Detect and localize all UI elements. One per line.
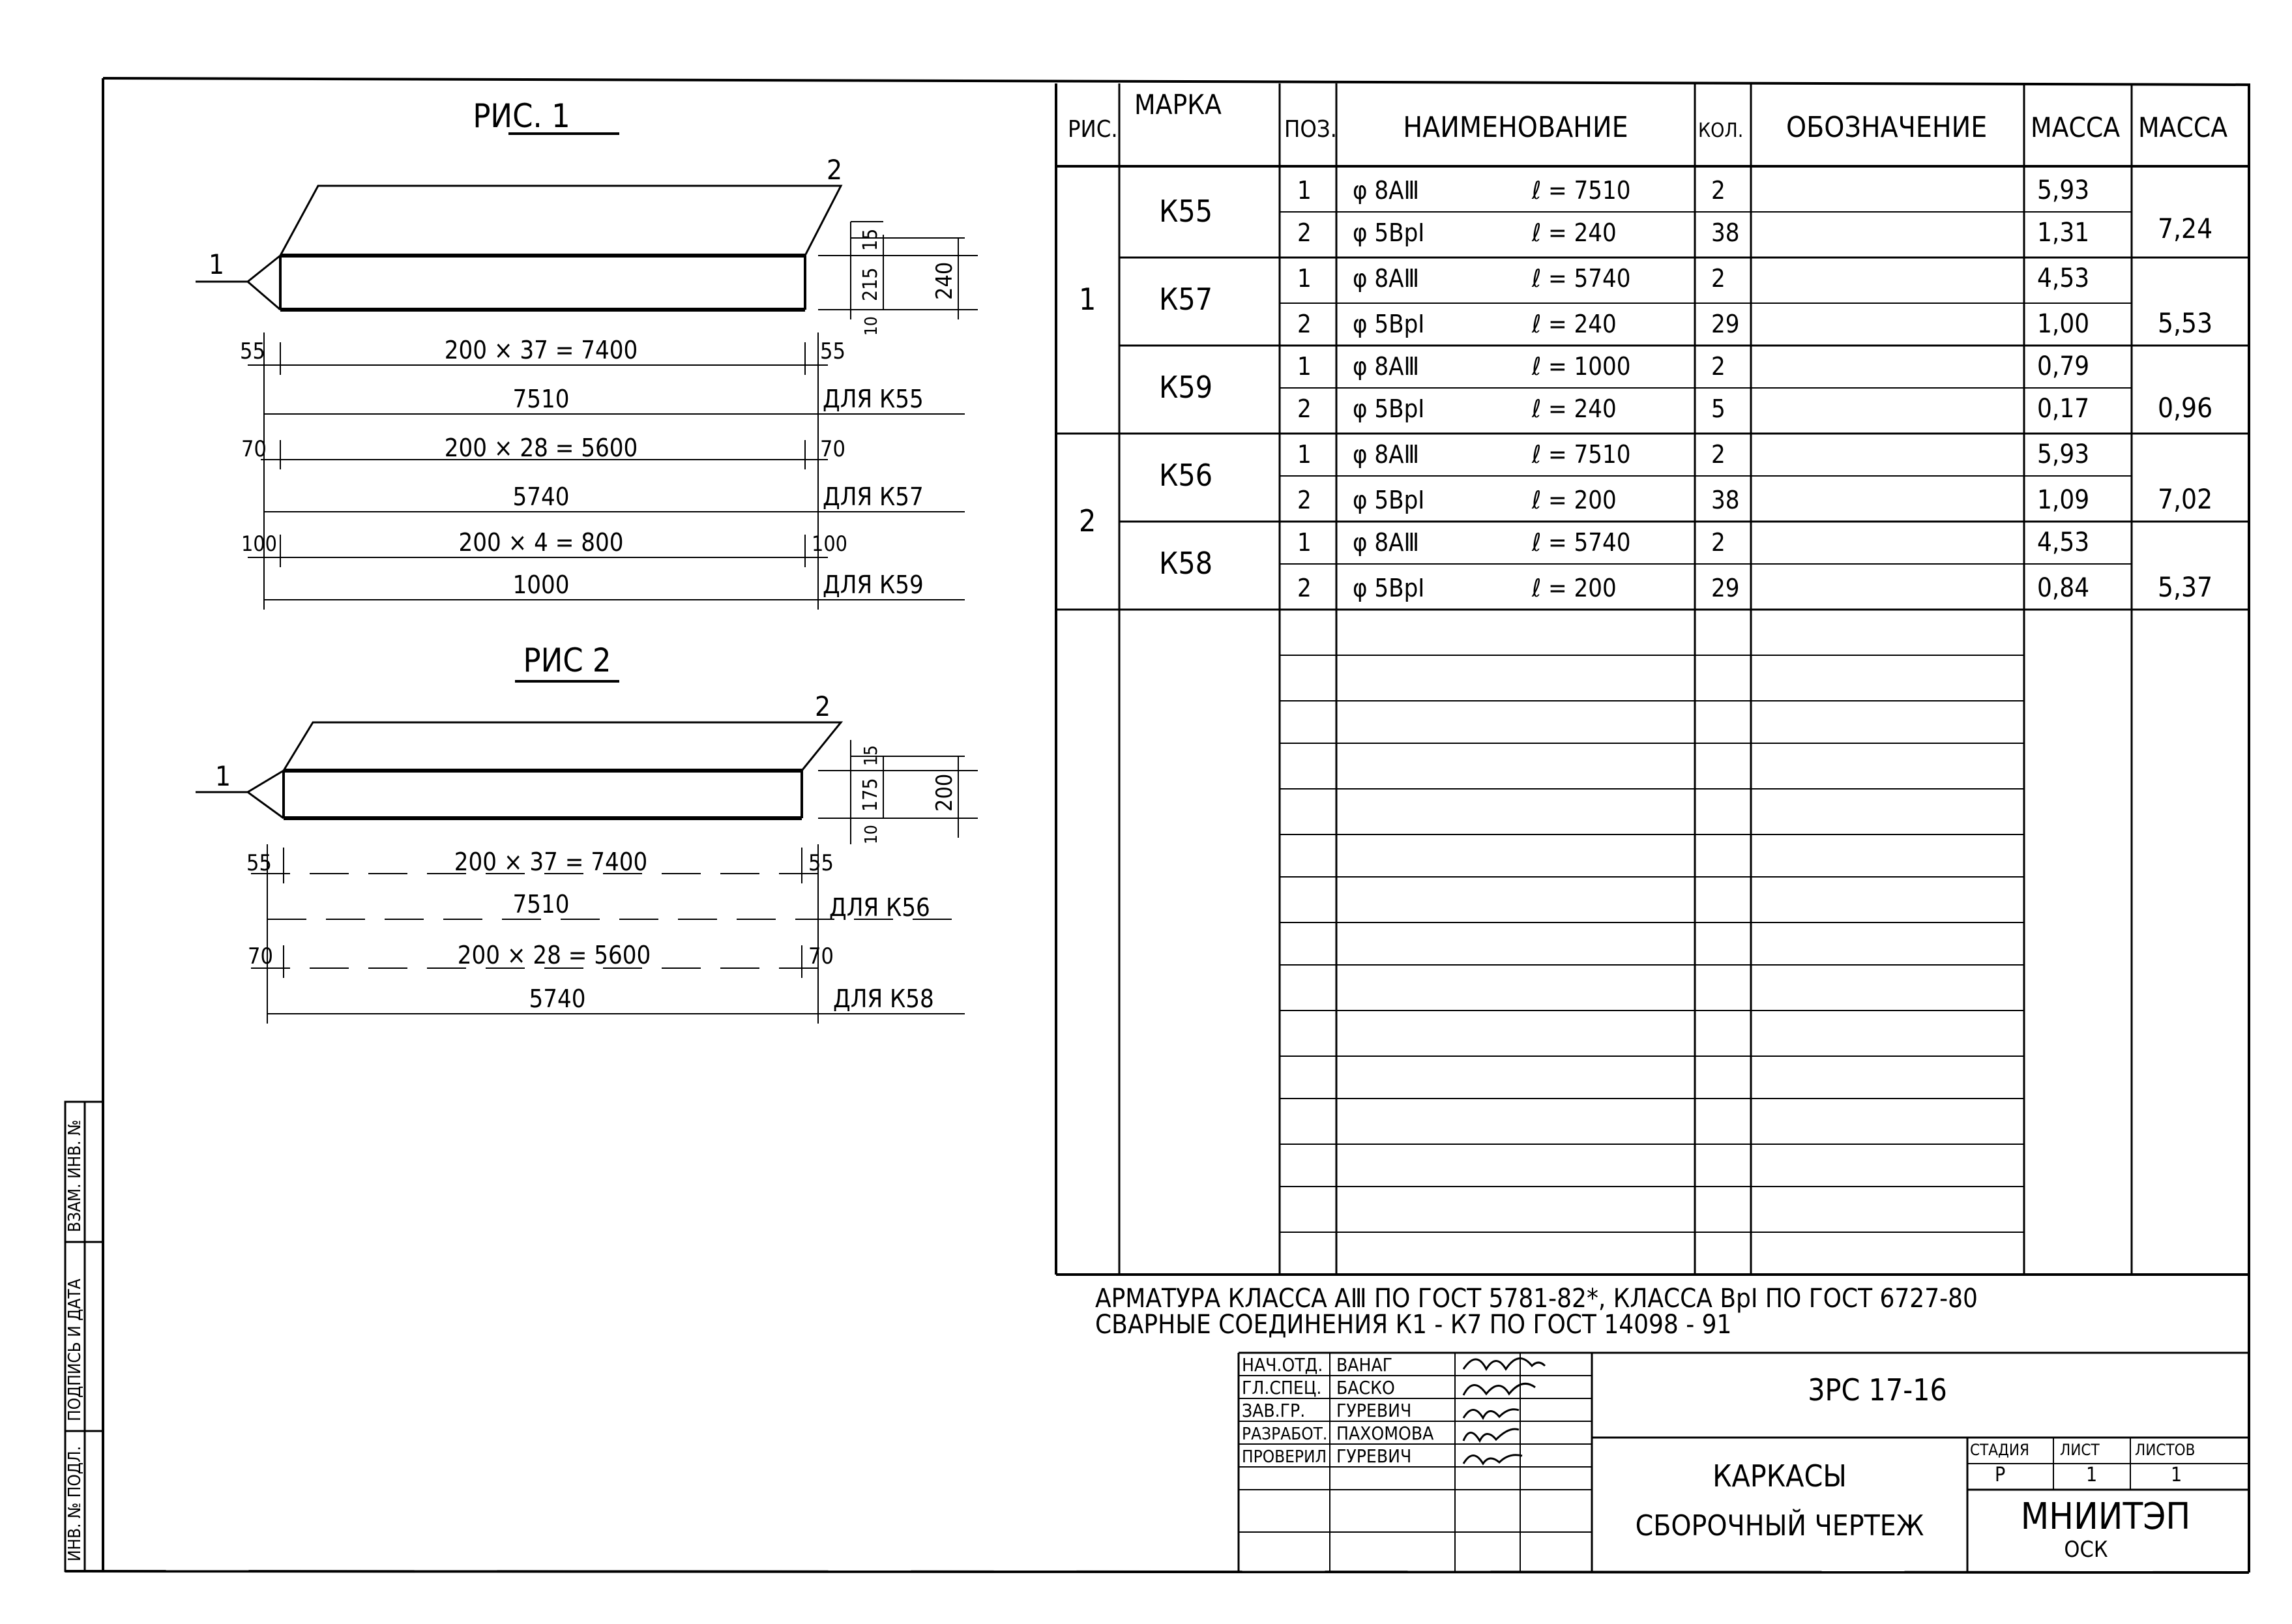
figure-2 xyxy=(196,642,978,1024)
fig1-row2-text: 200 × 28 = 5600 xyxy=(444,434,638,462)
item-name: φ 5ВрⅠ xyxy=(1353,218,1425,247)
fig1-row4-left: 100 xyxy=(241,531,277,556)
signer-name-2: ГУРЕВИЧ xyxy=(1336,1400,1412,1421)
signer-role-4: ПРОВЕРИЛ xyxy=(1242,1447,1327,1467)
org-name: МНИИТЭП xyxy=(2020,1496,2191,1538)
item-mass: 4,53 xyxy=(2037,263,2090,293)
signer-name-4: ГУРЕВИЧ xyxy=(1336,1445,1412,1467)
fig1-dim-240: 240 xyxy=(932,261,958,300)
fig1-row3-text: 5740 xyxy=(512,482,570,511)
fig1-row2-right: 70 xyxy=(820,436,845,462)
fig2-row0-left: 55 xyxy=(246,850,272,876)
item-qty: 2 xyxy=(1711,176,1726,205)
item-pos: 2 xyxy=(1297,310,1312,338)
item-name: φ 5ВрⅠ xyxy=(1353,486,1425,514)
item-mass: 1,00 xyxy=(2037,309,2090,339)
col-header-qty: КОЛ. xyxy=(1698,119,1744,142)
fig2-dim-15: 15 xyxy=(860,745,881,766)
fig1-dim-215: 215 xyxy=(859,267,882,301)
col-header-name: НАИМЕНОВАНИЕ xyxy=(1403,111,1628,144)
stage-header: СТАДИЯ xyxy=(1970,1441,2030,1459)
item-length: ℓ = 200 xyxy=(1532,486,1617,514)
fig1-dim-10: 10 xyxy=(862,316,881,336)
total-k58: 5,37 xyxy=(2158,571,2213,603)
signer-role-2: ЗАВ.ГР. xyxy=(1242,1400,1306,1421)
item-qty: 5 xyxy=(1711,394,1726,423)
fig1-row0-text: 200 × 37 = 7400 xyxy=(444,336,638,364)
figure-1 xyxy=(196,97,978,610)
col-header-mark: МАРКА xyxy=(1134,89,1222,121)
fig1-leader-1: 1 xyxy=(209,248,225,280)
mark-k58: К58 xyxy=(1159,546,1213,581)
item-length: ℓ = 200 xyxy=(1532,574,1617,602)
fig1-title: РИС. 1 xyxy=(473,97,570,135)
item-mass: 5,93 xyxy=(2037,439,2090,469)
fig1-row4-right: 100 xyxy=(812,531,847,556)
col-header-pos: ПОЗ. xyxy=(1284,116,1337,143)
item-qty: 38 xyxy=(1711,486,1740,514)
signer-role-1: ГЛ.СПЕЦ. xyxy=(1242,1377,1322,1398)
col-header-designation: ОБОЗНАЧЕНИЕ xyxy=(1786,111,1988,144)
item-mass: 4,53 xyxy=(2037,527,2090,557)
item-qty: 2 xyxy=(1711,440,1726,469)
side-stamp-inv: ИНВ. № ПОДЛ. xyxy=(65,1445,85,1561)
item-pos: 1 xyxy=(1297,176,1312,205)
item-rows xyxy=(1297,175,2089,603)
item-qty: 2 xyxy=(1711,528,1726,557)
item-mass: 0,79 xyxy=(2037,351,2090,381)
item-pos: 2 xyxy=(1297,218,1312,247)
item-qty: 2 xyxy=(1711,352,1726,381)
item-length: ℓ = 7510 xyxy=(1532,440,1631,469)
item-length: ℓ = 240 xyxy=(1532,394,1617,423)
fig2-row3-right: ДЛЯ К58 xyxy=(833,984,934,1013)
signer-name-3: ПАХОМОВА xyxy=(1336,1423,1434,1444)
spec-table xyxy=(1056,83,2249,1275)
fig2-leader-1: 1 xyxy=(215,760,231,792)
fig1-row1-right: ДЛЯ К55 xyxy=(823,385,924,413)
stage-value: Р xyxy=(1995,1464,2006,1486)
item-name: φ 5ВрⅠ xyxy=(1353,574,1425,602)
fig1-row2-left: 70 xyxy=(241,436,267,462)
item-name: φ 8АⅢ xyxy=(1353,440,1420,469)
drawing-title-2: СБОРОЧНЫЙ ЧЕРТЕЖ xyxy=(1635,1509,1924,1543)
item-qty: 2 xyxy=(1711,264,1726,293)
col-header-mass: МАССА xyxy=(2031,111,2121,143)
total-k55: 7,24 xyxy=(2158,213,2213,244)
drawing-title-1: КАРКАСЫ xyxy=(1712,1458,1847,1494)
item-qty: 38 xyxy=(1711,218,1740,247)
item-mass: 1,31 xyxy=(2037,218,2090,248)
item-length: ℓ = 7510 xyxy=(1532,176,1631,205)
fig1-row1-text: 7510 xyxy=(512,385,570,413)
fig2-title: РИС 2 xyxy=(523,642,611,679)
item-name: φ 5ВрⅠ xyxy=(1353,394,1425,423)
item-pos: 1 xyxy=(1297,440,1312,469)
fig1-row0-left: 55 xyxy=(240,338,265,364)
col-header-mass-total: МАССА xyxy=(2138,111,2228,143)
item-mass: 1,09 xyxy=(2037,485,2090,515)
item-pos: 2 xyxy=(1297,486,1312,514)
total-k59: 0,96 xyxy=(2158,392,2213,424)
fig2-row0-text: 200 × 37 = 7400 xyxy=(454,848,648,876)
doc-code: 3РС 17-16 xyxy=(1808,1372,1947,1408)
item-name: φ 8АⅢ xyxy=(1353,352,1420,381)
mark-k55: К55 xyxy=(1159,194,1213,229)
item-name: φ 5ВрⅠ xyxy=(1353,310,1425,338)
org-sub: ОСК xyxy=(2064,1537,2108,1563)
sheet-value: 1 xyxy=(2086,1464,2098,1486)
item-name: φ 8АⅢ xyxy=(1353,528,1420,557)
fig2-row0-right: 55 xyxy=(808,850,834,876)
item-length: ℓ = 5740 xyxy=(1532,528,1631,557)
fig2-dim-200: 200 xyxy=(932,773,958,812)
sheets-header: ЛИСТОВ xyxy=(2135,1441,2196,1459)
signer-name-0: ВАНАГ xyxy=(1336,1354,1393,1376)
group-fig-2: 2 xyxy=(1079,503,1096,539)
signer-role-0: НАЧ.ОТД. xyxy=(1242,1354,1323,1376)
item-qty: 29 xyxy=(1711,574,1740,602)
side-stamp-sign-date: ПОДПИСЬ И ДАТА xyxy=(65,1278,85,1421)
item-name: φ 8АⅢ xyxy=(1353,264,1420,293)
fig2-row2-text: 200 × 28 = 5600 xyxy=(457,941,651,969)
fig2-leader-2: 2 xyxy=(815,690,831,722)
group-fig-1: 1 xyxy=(1079,282,1096,317)
fig1-row0-right: 55 xyxy=(820,338,845,364)
total-k56: 7,02 xyxy=(2158,483,2213,515)
fig1-row3-right: ДЛЯ К57 xyxy=(823,482,924,511)
fig2-row2-left: 70 xyxy=(248,943,273,969)
fig1-leader-2: 2 xyxy=(827,154,843,186)
item-length: ℓ = 5740 xyxy=(1532,264,1631,293)
item-pos: 1 xyxy=(1297,528,1312,557)
fig1-row4-text: 200 × 4 = 800 xyxy=(458,528,624,557)
fig2-row1-right: ДЛЯ К56 xyxy=(829,893,930,922)
fig2-dim-10: 10 xyxy=(862,825,881,844)
mark-k57: К57 xyxy=(1159,282,1213,317)
item-mass: 0,17 xyxy=(2037,394,2090,424)
mark-k56: К56 xyxy=(1159,458,1213,493)
fig1-row5-right: ДЛЯ К59 xyxy=(823,570,924,599)
item-pos: 1 xyxy=(1297,352,1312,381)
item-length: ℓ = 1000 xyxy=(1532,352,1631,381)
fig1-dim-15: 15 xyxy=(859,228,882,251)
fig2-dim-175: 175 xyxy=(859,778,882,812)
item-pos: 1 xyxy=(1297,264,1312,293)
item-name: φ 8АⅢ xyxy=(1353,176,1420,205)
sheets-value: 1 xyxy=(2171,1464,2182,1486)
signer-role-3: РАЗРАБОТ. xyxy=(1242,1425,1328,1444)
col-header-fig: РИС. xyxy=(1068,116,1118,143)
note-line-2: СВАРНЫЕ СОЕДИНЕНИЯ К1 - К7 ПО ГОСТ 14098 - 91 xyxy=(1095,1310,1732,1340)
fig1-row5-text: 1000 xyxy=(512,570,570,599)
item-pos: 2 xyxy=(1297,574,1312,602)
sheet-header: ЛИСТ xyxy=(2060,1441,2100,1459)
total-k57: 5,53 xyxy=(2158,307,2213,339)
signer-name-1: БАСКО xyxy=(1336,1377,1395,1398)
item-pos: 2 xyxy=(1297,394,1312,423)
fig2-row2-right: 70 xyxy=(808,943,834,969)
item-length: ℓ = 240 xyxy=(1532,218,1617,247)
fig2-row3-text: 5740 xyxy=(529,984,586,1013)
item-mass: 0,84 xyxy=(2037,573,2090,603)
item-qty: 29 xyxy=(1711,310,1740,338)
note-line-1: АРМАТУРА КЛАССА АⅢ ПО ГОСТ 5781-82*, КЛАССА ВрⅠ ПО ГОСТ 6727-80 xyxy=(1095,1284,1978,1314)
item-mass: 5,93 xyxy=(2037,175,2090,205)
fig2-row1-text: 7510 xyxy=(512,890,570,919)
sheet-frame xyxy=(65,78,2249,1572)
item-length: ℓ = 240 xyxy=(1532,310,1617,338)
mark-k59: К59 xyxy=(1159,370,1213,405)
signature-scribbles xyxy=(1463,1359,1545,1464)
side-stamp-replace-inv: ВЗАМ. ИНВ. № xyxy=(65,1119,85,1232)
